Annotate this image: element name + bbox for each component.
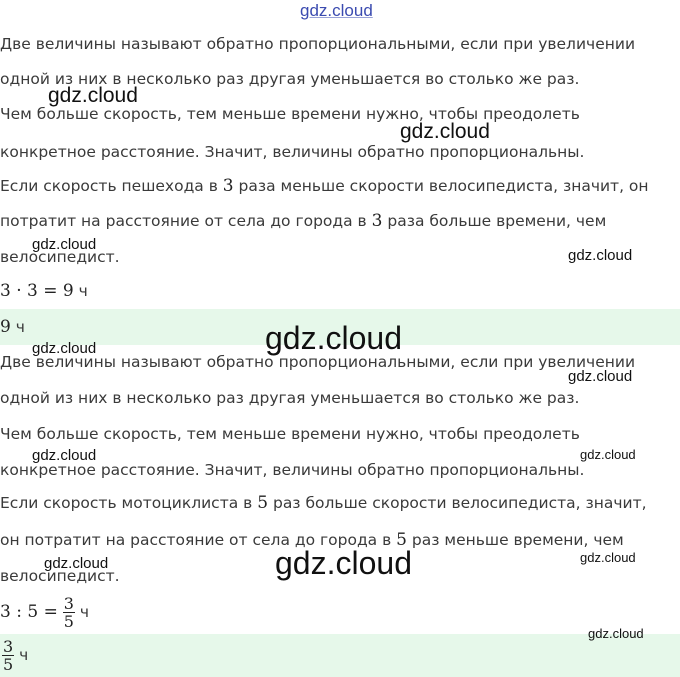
text: Если скорость мотоциклиста в (0, 494, 258, 512)
answer-value: 9 (0, 317, 11, 337)
watermark: gdz.cloud (275, 545, 412, 581)
math-expression: 3 · 3 = 9 (0, 281, 74, 301)
fraction-numerator: 3 (3, 637, 14, 656)
paragraph-line: велосипедист. (0, 567, 120, 585)
calculation (0, 281, 88, 301)
fraction-numerator: 3 (63, 594, 74, 613)
unit: ч (73, 282, 88, 300)
fraction (2, 638, 14, 673)
unit: ч (10, 318, 25, 336)
calculation (0, 590, 89, 634)
watermark: gdz.cloud (265, 320, 402, 356)
math-number: 3 (222, 176, 234, 196)
watermark: gdz.cloud (32, 236, 97, 253)
paragraph-line: Две величины называют обратно пропорциональными, если при увеличении (0, 353, 636, 371)
fraction-denominator: 5 (3, 655, 14, 674)
watermark: gdz.cloud (48, 84, 138, 107)
answer (2, 634, 28, 676)
watermark: gdz.cloud (580, 550, 636, 565)
paragraph-line: одной из них в несколько раз другая уменьшается во столько же раз. (0, 389, 580, 407)
answer-band (0, 634, 680, 677)
fraction (63, 595, 75, 630)
math-number: 3 (371, 211, 383, 231)
watermark: gdz.cloud (568, 368, 633, 385)
text: Если скорость пешехода в (0, 177, 223, 195)
paragraph-line: велосипедист. (0, 248, 120, 266)
paragraph-line: Чем больше скорость, тем меньше времени нужно, чтобы преодолеть (0, 425, 580, 443)
math-number: 5 (257, 493, 269, 513)
text: потратит на расстояние от села до города в (0, 212, 372, 230)
watermark: gdz.cloud (32, 340, 97, 357)
watermark: gdz.cloud (580, 447, 636, 462)
paragraph-line: конкретное расстояние. Значит, величины обратно пропорциональны. (0, 461, 585, 479)
paragraph-line: одной из них в несколько раз другая уменьшается во столько же раз. (0, 70, 580, 88)
paragraph-line: Чем больше скорость, тем меньше времени нужно, чтобы преодолеть (0, 105, 580, 123)
math-number: 5 (396, 530, 407, 550)
paragraph-line: конкретное расстояние. Значит, величины обратно пропорциональны. (0, 143, 585, 161)
text: раз меньше времени, чем (406, 531, 624, 549)
unit: ч (79, 603, 90, 621)
text: раза больше времени, чем (382, 212, 607, 230)
watermark: gdz.cloud (32, 447, 97, 464)
math-expression: 3 : 5 = (0, 602, 58, 622)
watermark: gdz.cloud (400, 120, 490, 143)
watermark: gdz.cloud (588, 626, 644, 641)
unit: ч (19, 646, 29, 664)
watermark: gdz.cloud (44, 555, 109, 572)
watermark-link[interactable]: gdz.cloud (300, 1, 373, 20)
paragraph-line: Две величины называют обратно пропорциональными, если при увеличении (0, 35, 636, 53)
text: он потратит на расстояние от села до города в (0, 531, 397, 549)
paragraph-line (0, 211, 606, 231)
answer (0, 317, 25, 337)
text: раз больше скорости велосипедиста, значит, (268, 494, 647, 512)
paragraph-line (0, 176, 649, 196)
text: раза меньше скорости велосипедиста, значит, он (233, 177, 649, 195)
paragraph-line (0, 493, 647, 513)
fraction-denominator: 5 (63, 612, 74, 631)
watermark: gdz.cloud (568, 247, 633, 264)
